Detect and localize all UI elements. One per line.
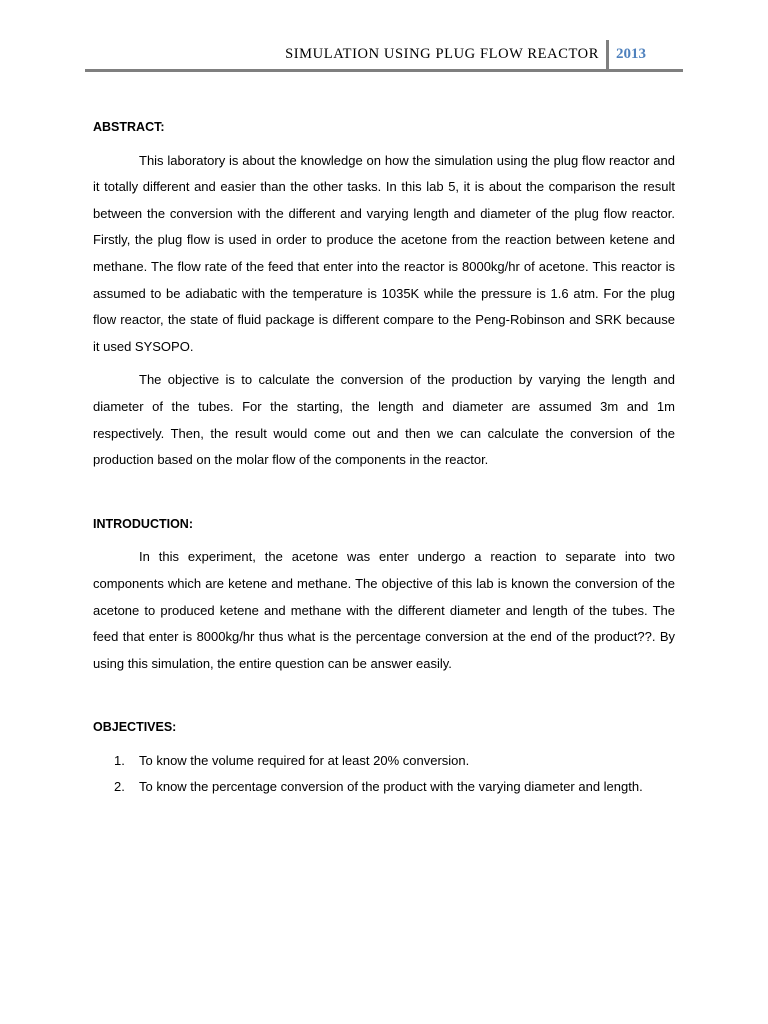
objectives-section	[93, 714, 675, 801]
introduction-paragraph: In this experiment, the acetone was enter undergo a reaction to separate into two components which are ketene and methane. The objective of this lab is known the conversion of the acetone to produced ketene and methane with the different diameter and length of the tubes. The feed that enter is 8000kg/hr thus what is the percentage conversion at the end of the product??. By using this simulation, the entire question can be answer easily.	[93, 549, 675, 671]
document-body	[93, 114, 675, 801]
abstract-paragraph: This laboratory is about the knowledge on how the simulation using the plug flow reactor and it totally different and easier than the other tasks. In this lab 5, it is about the comparison the result between the conversion with the different and varying length and diameter of the plug flow reactor. Firstly, the plug flow is used in order to produce the acetone from the reaction between ketene and methane. The flow rate of the feed that enter into the reactor is 8000kg/hr of acetone. This reactor is assumed to be adiabatic with the temperature is 1035K while the pressure is 1.6 atm. For the plug flow reactor, the state of fluid package is different compare to the Peng-Robinson and SRK because it used SYSOPO.	[93, 152, 675, 354]
list-item	[93, 748, 675, 775]
abstract-section	[93, 114, 675, 474]
page-header	[85, 40, 683, 72]
header-year: 2013	[616, 46, 646, 62]
header-rule	[85, 69, 683, 72]
introduction-heading: INTRODUCTION:	[93, 516, 193, 531]
list-item-number: 2.	[114, 779, 125, 795]
header-divider	[606, 40, 609, 69]
abstract-heading: ABSTRACT:	[93, 120, 165, 134]
introduction-section	[93, 511, 675, 678]
list-item-text: To know the percentage conversion of the product with the varying diameter and length.	[139, 779, 643, 795]
list-item	[93, 774, 675, 801]
objectives-list	[93, 748, 675, 801]
list-item-number: 1.	[114, 752, 125, 768]
list-item-text: To know the volume required for at least 20% conversion.	[139, 752, 470, 768]
objectives-heading: OBJECTIVES:	[93, 720, 177, 735]
abstract-paragraph: The objective is to calculate the conversion of the production by varying the length and diameter of the tubes. For the starting, the length and diameter are assumed 3m and 1m respectively. Then, the result would come out and then we can calculate the conversion of the production based on the molar flow of the components in the reactor.	[93, 372, 675, 468]
header-title: SIMULATION USING PLUG FLOW REACTOR	[285, 46, 599, 62]
